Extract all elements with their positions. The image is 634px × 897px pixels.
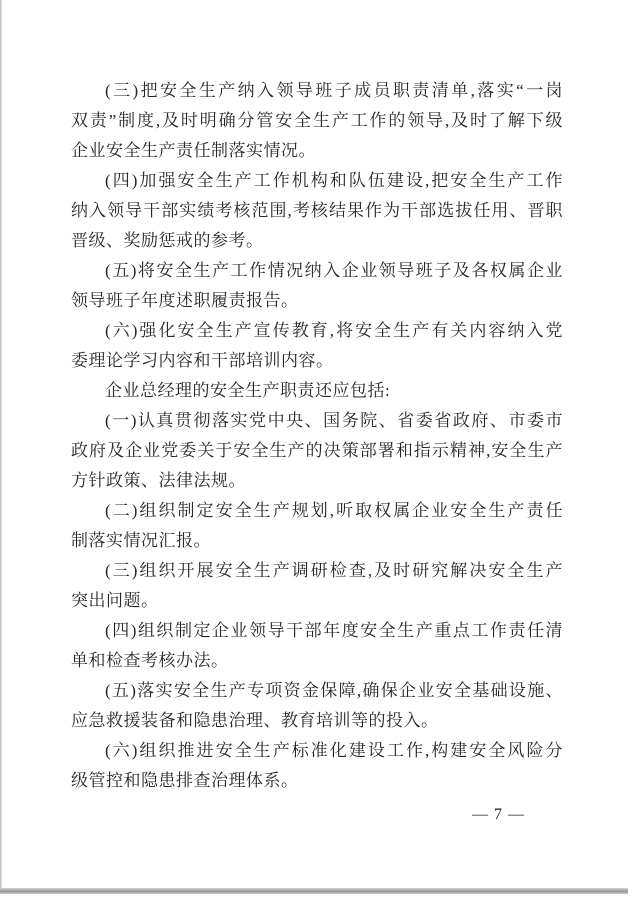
page-bottom-edge-shadow [0,888,628,894]
text-line: 单和检查考核办法。 [71,651,229,670]
text-line: (六)强化安全生产宣传教育,将安全生产有关内容纳入党 [105,321,563,340]
text-line: (五)将安全生产工作情况纳入企业领导班子及各权属企业 [105,261,563,280]
text-line: (三)把安全生产纳入领导班子成员职责清单,落实“一岗 [105,81,563,100]
text-line: 晋级、奖励惩戒的参考。 [71,231,264,250]
text-line: (五)落实安全生产专项资金保障,确保企业安全基础设施、 [105,681,563,700]
text-line: (一)认真贯彻落实党中央、国务院、省委省政府、市委市 [105,411,563,430]
text-line: 企业总经理的安全生产职责还应包括: [105,381,391,400]
text-line: 双责”制度,及时明确分管安全生产工作的领导,及时了解下级 [71,111,563,130]
text-line: 应急救援装备和隐患治理、教育培训等的投入。 [71,711,439,730]
text-line: (六)组织推进安全生产标准化建设工作,构建安全风险分 [105,741,563,760]
text-line: (四)加强安全生产工作机构和队伍建设,把安全生产工作 [105,171,563,190]
text-line: (三)组织开展安全生产调研检查,及时研究解决安全生产 [105,561,563,580]
text-line: 方针政策、法律法规。 [71,471,246,490]
text-line: 级管控和隐患排查治理体系。 [71,771,299,790]
text-line: 领导班子年度述职履责报告。 [71,291,299,310]
text-line: 企业安全生产责任制落实情况。 [71,141,316,160]
text-line: 政府及企业党委关于安全生产的决策部署和指示精神,安全生产 [71,441,563,460]
text-line: 纳入领导干部实绩考核范围,考核结果作为干部选拔任用、晋职 [71,201,563,220]
text-line: (二)组织制定安全生产规划,听取权属企业安全生产责任 [105,501,563,520]
text-line: (四)组织制定企业领导干部年度安全生产重点工作责任清 [105,621,563,640]
text-line: 突出问题。 [71,591,159,610]
page-left-edge-shadow [0,0,2,893]
text-line: 委理论学习内容和干部培训内容。 [71,351,334,370]
page-number: — 7 — [472,806,525,823]
document-body [71,76,563,796]
text-line: 制落实情况汇报。 [71,531,211,550]
